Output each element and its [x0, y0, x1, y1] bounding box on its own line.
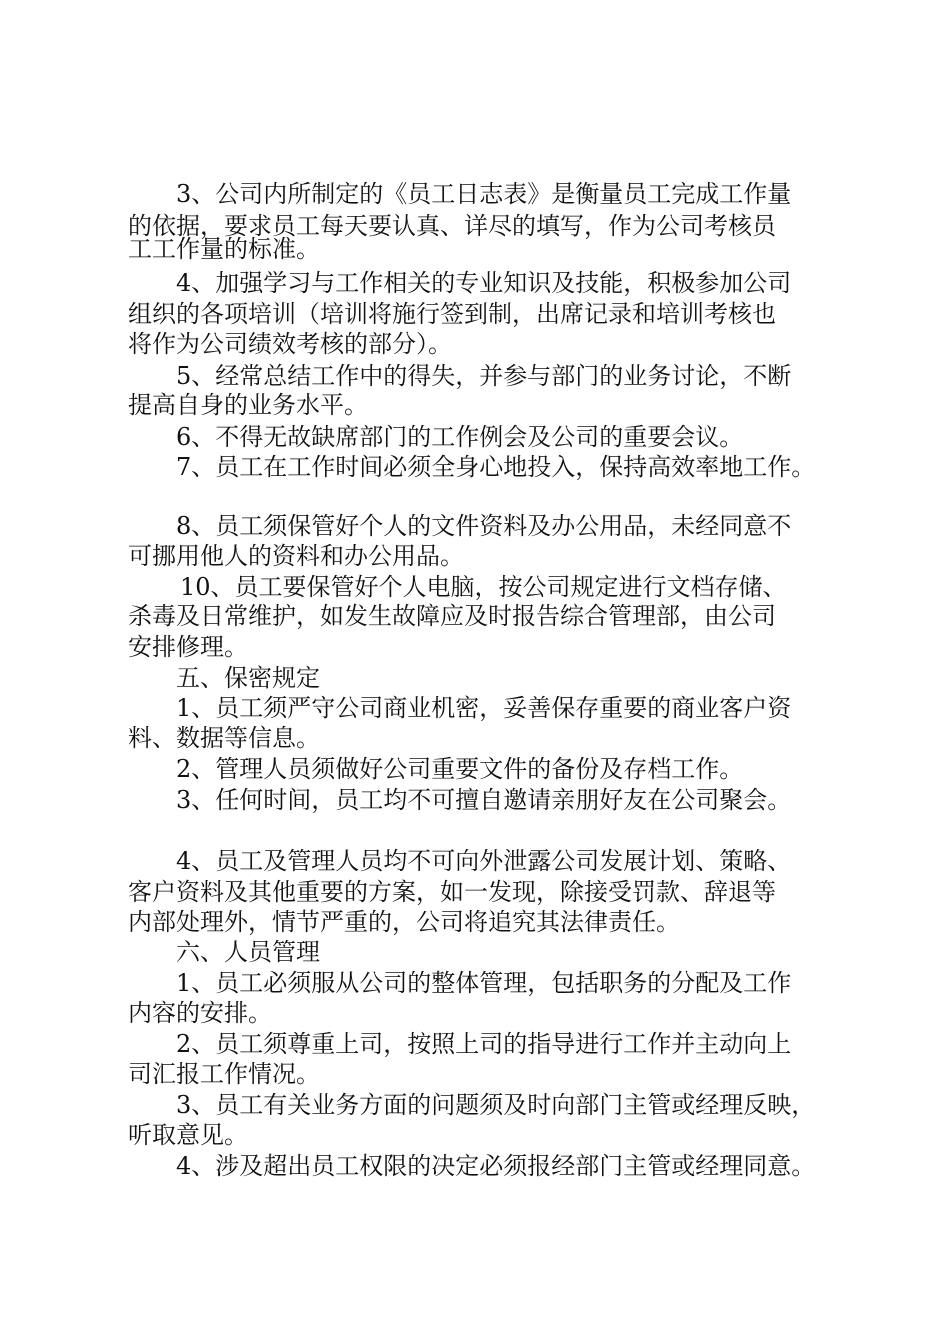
text-line: 内容的安排。: [128, 999, 272, 1027]
text-line: 工工作量的标准。: [128, 235, 320, 263]
text-line: 将作为公司绩效考核的部分）。: [128, 330, 452, 358]
text-line: 4、涉及超出员工权限的决定必须报经部门主管或经理同意。: [176, 1152, 816, 1180]
text-line: 提高自身的业务水平。: [128, 391, 368, 419]
text-line: 司汇报工作情况。: [128, 1060, 320, 1088]
text-line: 4、员工及管理人员均不可向外泄露公司发展计划、策略、: [176, 847, 792, 875]
text-line: 听取意见。: [128, 1121, 248, 1149]
section-heading: 五、保密规定: [176, 664, 320, 692]
text-line: 3、公司内所制定的《员工日志表》是衡量员工完成工作量: [176, 180, 792, 208]
text-line: 3、员工有关业务方面的问题须及时向部门主管或经理反映，: [176, 1091, 816, 1119]
text-line: 10、员工要保管好个人电脑，按公司规定进行文档存储、: [180, 573, 787, 601]
text-line: 6、不得无故缺席部门的工作例会及公司的重要会议。: [176, 423, 744, 451]
text-line: 安排修理。: [128, 633, 248, 661]
text-line: 4、加强学习与工作相关的专业知识及技能，积极参加公司: [176, 269, 792, 297]
text-line: 2、员工须尊重上司，按照上司的指导进行工作并主动向上: [176, 1030, 792, 1058]
text-line: 杀毒及日常维护，如发生故障应及时报告综合管理部，由公司: [128, 602, 776, 630]
text-line: 的依据，要求员工每天要认真、详尽的填写，作为公司考核员: [128, 212, 776, 240]
text-line: 料、数据等信息。: [128, 724, 320, 752]
text-line: 客户资料及其他重要的方案，如一发现，除接受罚款、辞退等: [128, 878, 776, 906]
text-line: 内部处理外，情节严重的，公司将追究其法律责任。: [128, 908, 680, 936]
text-line: 1、员工必须服从公司的整体管理，包括职务的分配及工作: [176, 969, 792, 997]
text-line: 1、员工须严守公司商业机密，妥善保存重要的商业客户资: [176, 694, 792, 722]
text-line: 可挪用他人的资料和办公用品。: [128, 542, 464, 570]
text-line: 8、员工须保管好个人的文件资料及办公用品，未经同意不: [176, 512, 792, 540]
text-line: 2、管理人员须做好公司重要文件的备份及存档工作。: [176, 755, 744, 783]
text-line: 3、任何时间，员工均不可擅自邀请亲朋好友在公司聚会。: [176, 786, 792, 814]
text-line: 7、员工在工作时间必须全身心地投入，保持高效率地工作。: [176, 453, 816, 481]
text-line: 5、经常总结工作中的得失，并参与部门的业务讨论，不断: [176, 362, 792, 390]
text-line: 组织的各项培训（培训将施行签到制，出席记录和培训考核也: [128, 300, 776, 328]
section-heading: 六、人员管理: [176, 938, 320, 966]
